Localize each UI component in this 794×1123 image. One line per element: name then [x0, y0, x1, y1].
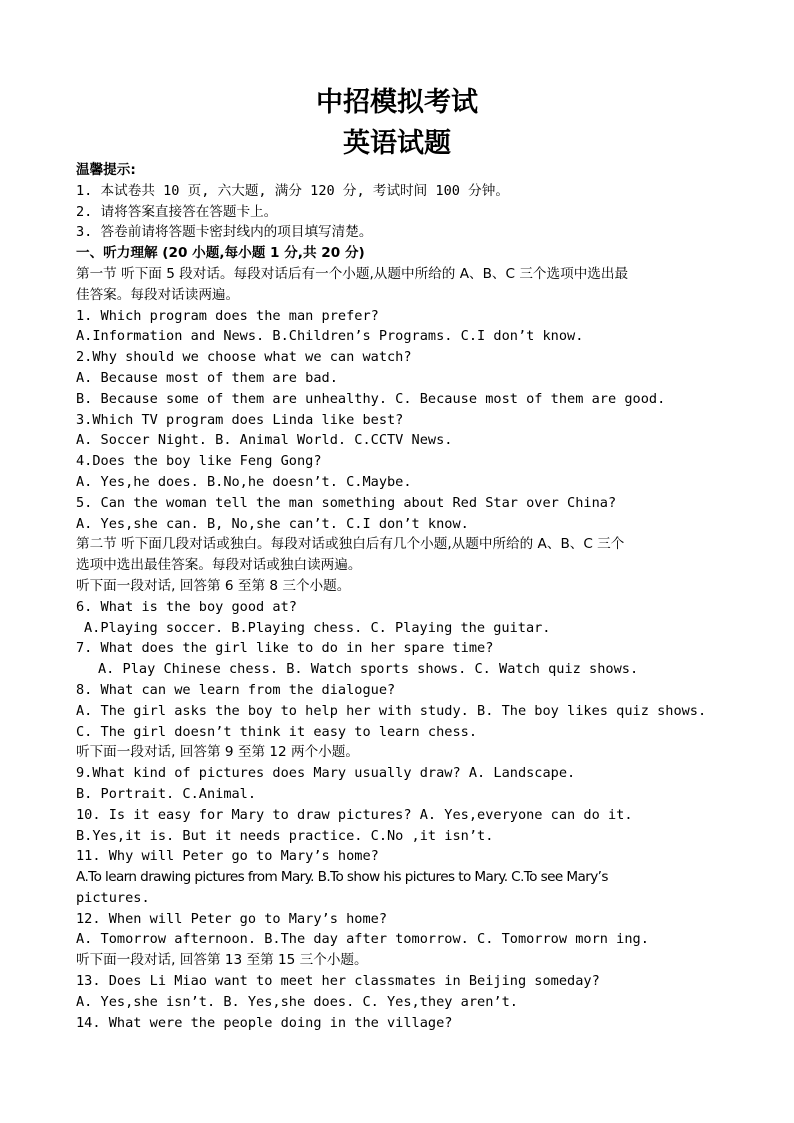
- notice-item: 2. 请将答案直接答在答题卡上。: [76, 203, 278, 220]
- answer-options: A. Soccer Night. B. Animal World. C.CCTV News.: [76, 432, 453, 449]
- answer-options: B.Yes,it is. But it needs practice. C.No ,it isn’t.: [76, 827, 494, 844]
- answer-options: A. Yes,he does. B.No,he doesn’t. C.Maybe.: [76, 473, 412, 490]
- answer-options: A. The girl asks the boy to help her with study. B. The boy likes quiz shows.: [76, 702, 707, 719]
- instruction-text: 第一节 听下面 5 段对话。每段对话后有一个小题,从题中所给的 A、B、C 三个选项中选出最: [76, 265, 629, 282]
- question: 14. What were the people doing in the village?: [76, 1014, 453, 1031]
- question: 6. What is the boy good at?: [76, 598, 297, 615]
- answer-options: A.Playing soccer. B.Playing chess. C. Playing the guitar.: [84, 619, 551, 636]
- instruction-text: 听下面一段对话, 回答第 13 至第 15 三个小题。: [76, 952, 368, 969]
- section-heading: 一、听力理解 (20 小题,每小题 1 分,共 20 分): [76, 245, 365, 262]
- question: 8. What can we learn from the dialogue?: [76, 681, 396, 698]
- question: 4.Does the boy like Feng Gong?: [76, 453, 322, 470]
- question: 5. Can the woman tell the man something about Red Star over China?: [76, 494, 617, 511]
- question: 11. Why will Peter go to Mary’s home?: [76, 848, 379, 865]
- notice-item: 1. 本试卷共 10 页, 六大题, 满分 120 分, 考试时间 100 分钟。: [76, 182, 509, 199]
- question: 3.Which TV program does Linda like best?: [76, 411, 404, 428]
- question: 10. Is it easy for Mary to draw pictures? A. Yes,everyone can do it.: [76, 806, 633, 823]
- instruction-text: 听下面一段对话, 回答第 9 至第 12 两个小题。: [76, 744, 359, 761]
- notice-heading: 温馨提示:: [76, 162, 136, 178]
- instruction-text: 选项中选出最佳答案。每段对话或独白读两遍。: [76, 557, 362, 574]
- answer-options: B. Because some of them are unhealthy. C. Because most of them are good.: [76, 390, 666, 407]
- answer-options: A.To learn drawing pictures from Mary. B.To show his pictures to Mary. C.To see Mary’s: [76, 869, 608, 886]
- question: 9.What kind of pictures does Mary usually draw? A. Landscape.: [76, 765, 576, 782]
- instruction-text: 听下面一段对话, 回答第 6 至第 8 三个小题。: [76, 577, 351, 594]
- answer-options: B. Portrait. C.Animal.: [76, 785, 257, 802]
- question: 12. When will Peter go to Mary’s home?: [76, 910, 387, 927]
- answer-options: pictures.: [76, 889, 150, 906]
- answer-options: A.Information and News. B.Children’s Programs. C.I don’t know.: [76, 328, 584, 345]
- exam-title: 中招模拟考试: [316, 87, 478, 118]
- answer-options: C. The girl doesn’t think it easy to learn chess.: [76, 723, 478, 740]
- instruction-text: 第二节 听下面几段对话或独白。每段对话或独白后有几个小题,从题中所给的 A、B、C 三个: [76, 536, 625, 553]
- answer-options: A. Play Chinese chess. B. Watch sports shows. C. Watch quiz shows.: [98, 661, 639, 678]
- answer-options: A. Tomorrow afternoon. B.The day after tomorrow. C. Tomorrow morn ing.: [76, 931, 649, 948]
- answer-options: A. Yes,she isn’t. B. Yes,she does. C. Yes,they aren’t.: [76, 993, 518, 1010]
- question: 13. Does Li Miao want to meet her classmates in Beijing someday?: [76, 973, 600, 990]
- question: 7. What does the girl like to do in her spare time?: [76, 640, 494, 657]
- question: 2.Why should we choose what we can watch?: [76, 349, 412, 366]
- answer-options: A. Yes,she can. B, No,she can’t. C.I don’t know.: [76, 515, 469, 532]
- instruction-text: 佳答案。每段对话读两遍。: [76, 286, 240, 303]
- exam-body: [76, 160, 726, 1033]
- question: 1. Which program does the man prefer?: [76, 307, 379, 324]
- exam-subtitle: 英语试题: [343, 128, 451, 159]
- notice-item: 3. 答卷前请将答题卡密封线内的项目填写清楚。: [76, 224, 373, 241]
- answer-options: A. Because most of them are bad.: [76, 369, 338, 386]
